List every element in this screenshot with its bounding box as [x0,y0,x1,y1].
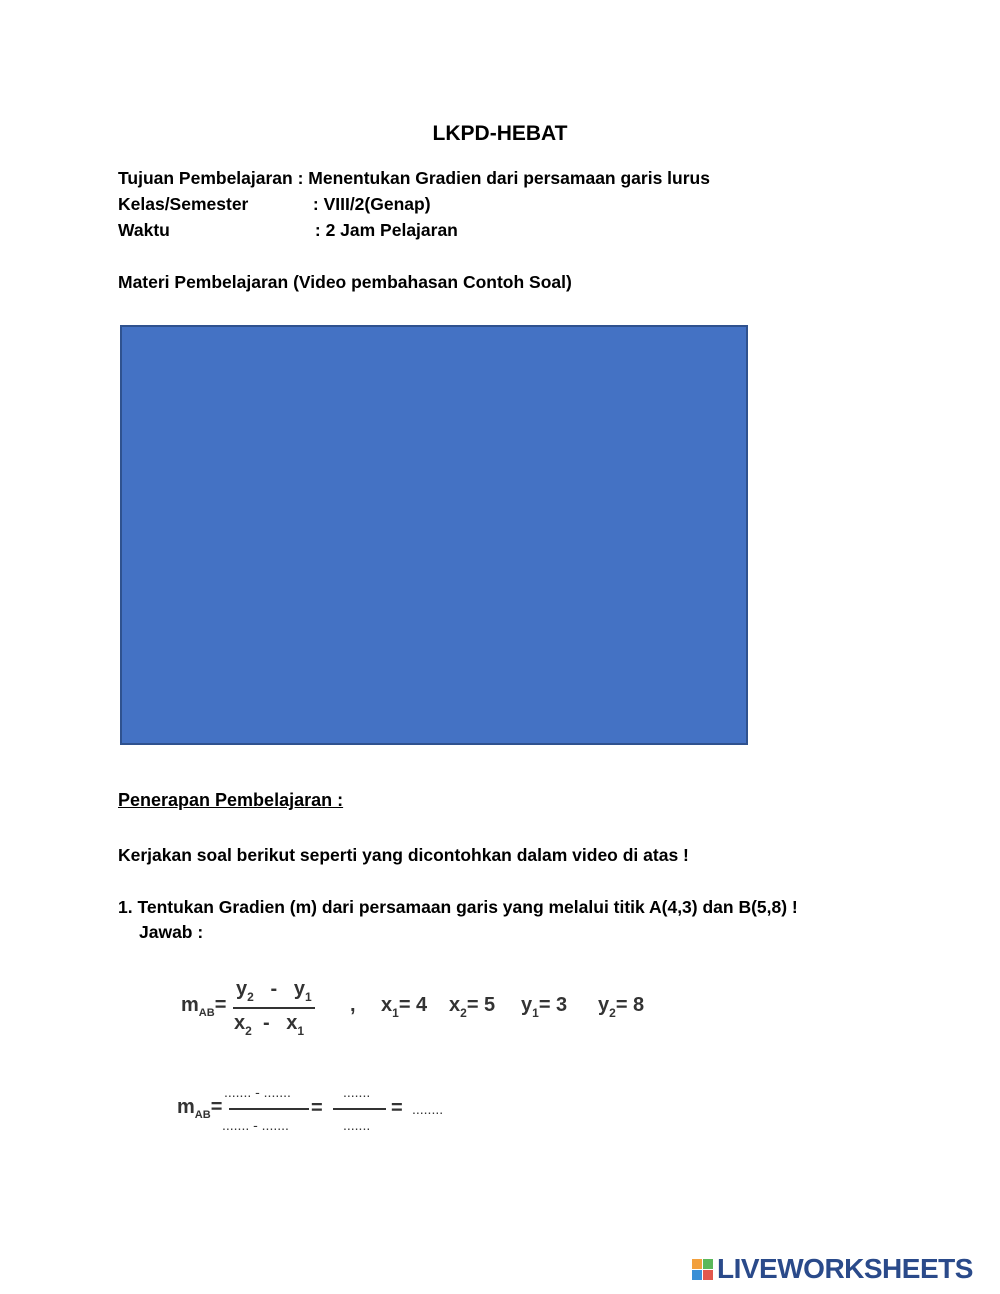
meta-label: Tujuan Pembelajaran [118,168,293,188]
fraction-line [333,1108,386,1110]
value-x2: $x_2= 5$ [449,994,496,1020]
video-placeholder[interactable] [120,325,748,745]
meta-label: Kelas/Semester [118,194,249,214]
formula-numerator: $y_2$ - $y_1$ [236,978,312,1004]
formula-denominator: $x_2$ - $x_1$ [234,1012,305,1038]
value-y2: $y_2= 8$ [598,994,645,1020]
section-heading: Penerapan Pembelajaran : [118,790,344,810]
meta-waktu [118,220,458,241]
brand-name: LIVEWORKSHEETS [717,1253,973,1284]
answer-num2-input[interactable]: ....... [343,1084,371,1100]
question-1: 1. Tentukan Gradien (m) dari persamaan garis yang melalui titik A(4,3) dan B(5,8) ! [118,897,798,917]
formula2-m: $m_{AB}=$ [177,1096,223,1121]
instruction-text: Kerjakan soal berikut seperti yang dicontohkan dalam video di atas ! [118,845,689,865]
answer-numerator-input[interactable]: ....... - ....... [224,1084,291,1100]
meta-value: : VIII/2(Genap) [312,194,431,214]
worksheet-title: LKPD-HEBAT [432,122,568,145]
fraction-line [233,1007,315,1009]
logo-icon [692,1259,713,1280]
meta-value: : 2 Jam Pelajaran [314,220,458,240]
meta-kelas [118,194,431,215]
liveworksheets-logo [692,1254,973,1284]
formula2-eq2: = [311,1097,323,1119]
answer-label: Jawab : [139,922,204,942]
answer-result-input[interactable]: ........ [412,1101,444,1117]
formula-m: $m_{AB}=$ [181,994,227,1019]
meta-label: Waktu [118,220,170,240]
materi-heading: Materi Pembelajaran (Video pembahasan Contoh Soal) [118,272,572,292]
meta-value: : Menentukan Gradien dari persamaan garis lurus [297,168,710,188]
answer-denominator-input[interactable]: ....... - ....... [222,1117,289,1133]
answer-den2-input[interactable]: ....... [343,1117,371,1133]
fraction-line [229,1108,309,1110]
value-x1: $x_1= 4$ [381,994,428,1020]
formula-comma: , [350,994,356,1016]
formula2-eq3: = [391,1097,403,1119]
value-y1: $y_1= 3$ [521,994,568,1020]
meta-tujuan [118,168,710,189]
